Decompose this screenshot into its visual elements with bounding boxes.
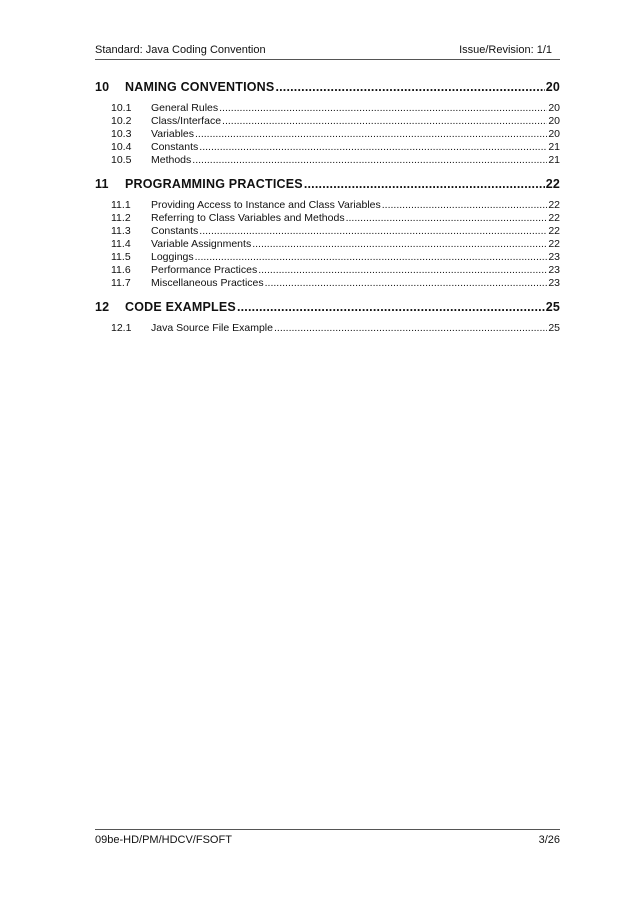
toc-section (95, 300, 560, 335)
dot-leader (265, 277, 548, 290)
document-title: Standard: Java Coding Convention (95, 44, 266, 56)
toc-entry[interactable] (95, 212, 560, 225)
toc-entry[interactable] (95, 102, 560, 115)
entry-title: Performance Practices (151, 264, 258, 276)
entry-title: Variable Assignments (151, 238, 252, 250)
entry-title: Java Source File Example (151, 322, 273, 334)
entry-page: 22 (548, 212, 560, 224)
toc-section-heading[interactable] (95, 177, 560, 191)
entry-page: 22 (548, 238, 560, 250)
entry-title: Loggings (151, 251, 194, 263)
entry-number: 11.4 (111, 238, 131, 250)
toc-subsection-list (95, 322, 560, 335)
toc-entry[interactable] (95, 251, 560, 264)
page-footer (95, 829, 560, 846)
dot-leader (199, 225, 547, 238)
document-code: 09be-HD/PM/HDCV/FSOFT (95, 834, 232, 846)
page-number: 20 (545, 80, 560, 94)
toc-entry[interactable] (95, 141, 560, 154)
entry-page: 20 (548, 115, 560, 127)
entry-page: 22 (548, 225, 560, 237)
entry-number: 11.6 (111, 264, 131, 276)
entry-number: 10.1 (111, 102, 132, 114)
entry-page: 23 (548, 264, 560, 276)
dot-leader (304, 177, 545, 191)
entry-number: 11.5 (111, 251, 131, 263)
entry-page: 21 (548, 141, 560, 153)
entry-title: Providing Access to Instance and Class Variables (151, 199, 381, 211)
dot-leader (222, 115, 547, 128)
dot-leader (199, 141, 547, 154)
entry-number: 11.2 (111, 212, 131, 224)
entry-number: 10.3 (111, 128, 132, 140)
entry-number: 10.2 (111, 115, 132, 127)
section-number: 10 (95, 80, 110, 94)
toc-section-heading[interactable] (95, 300, 560, 314)
entry-title: Methods (151, 154, 192, 166)
toc-section (95, 177, 560, 290)
entry-title: Constants (151, 225, 199, 237)
dot-leader (346, 212, 548, 225)
dot-leader (274, 322, 547, 335)
toc-entry[interactable] (95, 225, 560, 238)
toc-entry[interactable] (95, 128, 560, 141)
entry-number: 11.7 (111, 277, 131, 289)
table-of-contents (95, 80, 560, 345)
dot-leader (252, 238, 547, 251)
toc-subsection-list (95, 102, 560, 167)
page-header (95, 44, 560, 60)
toc-entry[interactable] (95, 199, 560, 212)
entry-page: 20 (548, 128, 560, 140)
section-title: PROGRAMMING PRACTICES (125, 177, 303, 191)
entry-number: 11.3 (111, 225, 131, 237)
entry-title: Class/Interface (151, 115, 222, 127)
dot-leader (275, 80, 544, 94)
dot-leader (192, 154, 547, 167)
toc-subsection-list (95, 199, 560, 290)
toc-entry[interactable] (95, 154, 560, 167)
dot-leader (195, 251, 548, 264)
entry-page: 20 (548, 102, 560, 114)
toc-section-heading[interactable] (95, 80, 560, 94)
entry-title: Miscellaneous Practices (151, 277, 264, 289)
section-number: 12 (95, 300, 110, 314)
entry-page: 21 (548, 154, 560, 166)
dot-leader (382, 199, 548, 212)
entry-title: Variables (151, 128, 194, 140)
entry-page: 23 (548, 251, 560, 263)
entry-page: 23 (548, 277, 560, 289)
toc-entry[interactable] (95, 238, 560, 251)
entry-number: 12.1 (111, 322, 132, 334)
toc-entry[interactable] (95, 115, 560, 128)
page-number: 25 (545, 300, 560, 314)
section-title: CODE EXAMPLES (125, 300, 236, 314)
dot-leader (195, 128, 547, 141)
dot-leader (258, 264, 547, 277)
toc-entry[interactable] (95, 277, 560, 290)
entry-page: 25 (548, 322, 560, 334)
entry-title: Constants (151, 141, 199, 153)
section-title: NAMING CONVENTIONS (125, 80, 275, 94)
toc-section (95, 80, 560, 167)
page-indicator: 3/26 (538, 834, 560, 846)
entry-number: 10.5 (111, 154, 132, 166)
dot-leader (219, 102, 547, 115)
entry-title: General Rules (151, 102, 219, 114)
issue-revision: Issue/Revision: 1/1 (459, 44, 552, 56)
toc-entry[interactable] (95, 322, 560, 335)
section-number: 11 (95, 177, 109, 191)
dot-leader (237, 300, 545, 314)
page-number: 22 (545, 177, 560, 191)
toc-entry[interactable] (95, 264, 560, 277)
entry-page: 22 (548, 199, 560, 211)
entry-title: Referring to Class Variables and Methods (151, 212, 345, 224)
entry-number: 10.4 (111, 141, 132, 153)
entry-number: 11.1 (111, 199, 131, 211)
